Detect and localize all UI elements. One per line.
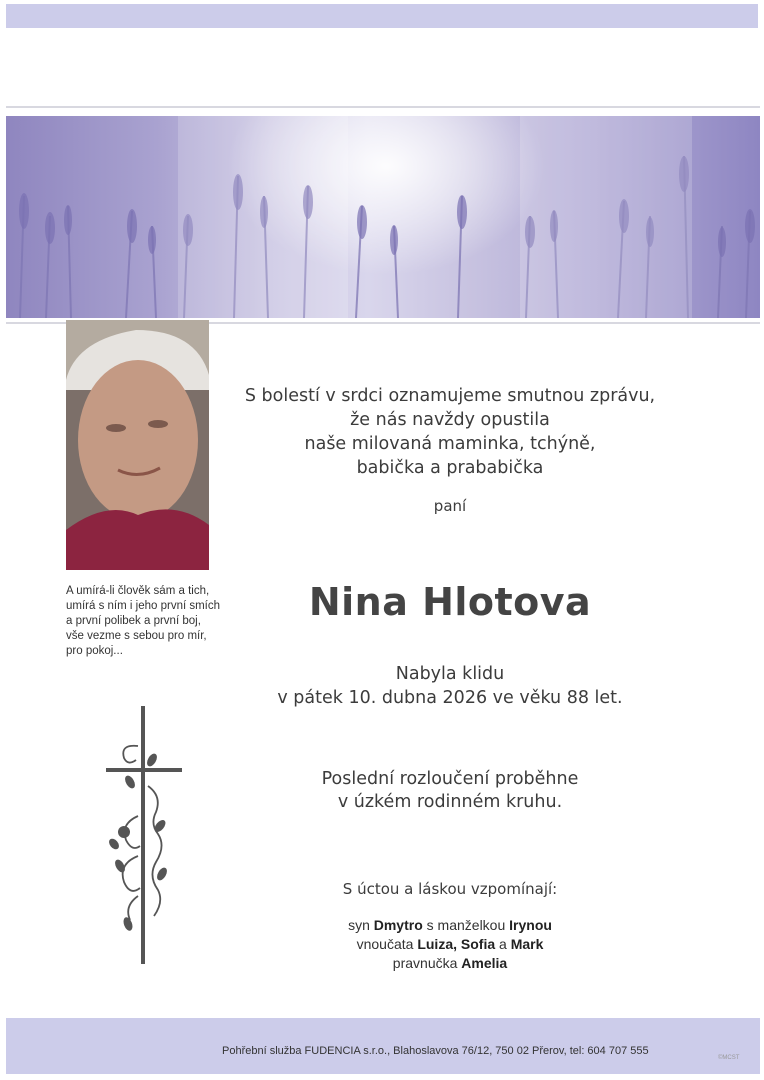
poem-line: pro pokoj... [66, 645, 123, 657]
deceased-name: Nina Hlotova [308, 580, 592, 624]
intro-line: že nás navždy opustila [350, 410, 550, 430]
poem-line: a první polibek a první boj, [66, 615, 201, 627]
relation-label: vnoučata [356, 936, 418, 952]
death-notice [200, 662, 700, 710]
farewell-notice [200, 768, 700, 814]
funeral-service-info: Pohřební služba FUDENCIA s.r.o., Blahoslavova 76/12, 750 02 Přerov, tel: 604 707 555 [222, 1045, 649, 1057]
portrait-illustration [66, 320, 209, 570]
death-line: Nabyla klidu [395, 664, 505, 684]
family-line [200, 916, 700, 935]
lavender-stems [6, 116, 760, 318]
portrait-photo [66, 320, 209, 570]
announcement-intro [200, 384, 700, 480]
family-name: Dmytro [373, 917, 423, 933]
relation-label: pravnučka [392, 955, 462, 971]
relation-label: s manželkou [422, 917, 510, 933]
death-line: v pátek 10. dubna 2026 ve věku 88 let. [277, 688, 623, 708]
intro-line: S bolestí v srdci oznamujeme smutnou zprávu, [244, 386, 656, 406]
family-name: Luiza, Sofia [417, 936, 496, 952]
poem-line: umírá s ním i jeho první smích [66, 600, 221, 612]
relation-label: syn [348, 917, 374, 933]
family-name: Irynou [509, 917, 552, 933]
family-line [200, 954, 700, 973]
copyright-mark: ©MCST [718, 1055, 740, 1061]
intro-line: babička a prababička [356, 458, 544, 478]
poem-line: A umírá-li člověk sám a tich, [66, 585, 210, 597]
salutation: paní [433, 497, 467, 515]
farewell-line: v úzkém rodinném kruhu. [337, 792, 563, 812]
family-name: Mark [510, 936, 544, 952]
farewell-line: Poslední rozloučení proběhne [321, 769, 579, 789]
cross-ornament [100, 706, 190, 968]
poem-line: vše vezme s sebou pro mír, [66, 630, 207, 642]
cross-icon [100, 706, 190, 968]
lavender-banner-image [6, 116, 760, 318]
remembering-heading: S úctou a láskou vzpomínají: [342, 880, 558, 898]
family-line [200, 935, 700, 954]
family-name: Amelia [461, 955, 508, 971]
relation-label: a [495, 936, 511, 952]
family-list [200, 916, 700, 973]
banner-top-rule [6, 106, 760, 108]
top-color-band [6, 4, 758, 28]
intro-line: naše milovaná maminka, tchýně, [304, 434, 596, 454]
